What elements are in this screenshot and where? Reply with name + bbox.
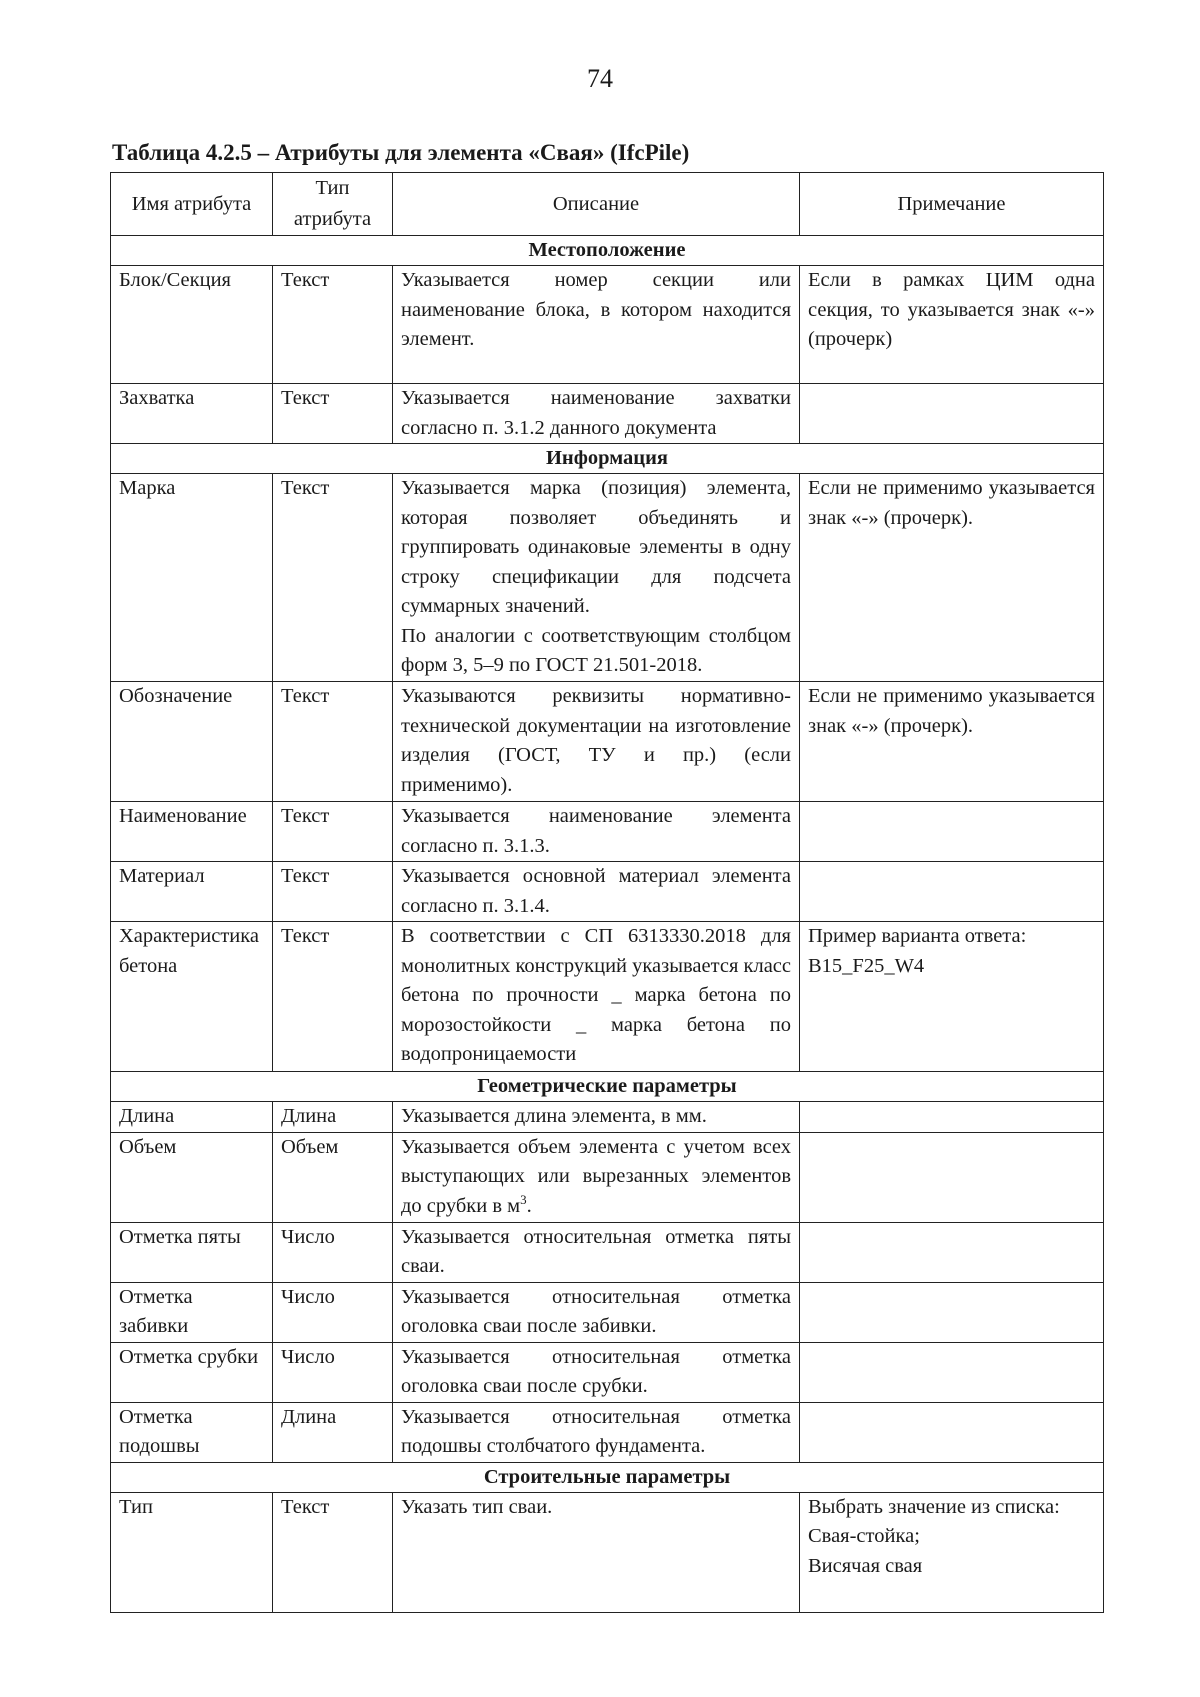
cell-description: Указывается наименование захватки согласно п. 3.1.2 данного документа <box>393 384 800 444</box>
note-line: Пример варианта ответа: <box>808 925 1027 947</box>
table-row <box>111 1402 1104 1462</box>
cell-description: Указывается наименование элемента согласно п. 3.1.3. <box>393 802 800 862</box>
section-geometry: Геометрические параметры <box>111 1072 1104 1102</box>
table-row <box>111 384 1104 444</box>
cell-description <box>393 474 800 682</box>
cell-type: Объем <box>273 1132 393 1222</box>
table-row <box>111 1102 1104 1133</box>
section-row <box>111 444 1104 474</box>
table-row <box>111 1132 1104 1222</box>
cell-type: Число <box>273 1222 393 1282</box>
cell-description: Указывается относительная отметка пяты сваи. <box>393 1222 800 1282</box>
table-caption: Таблица 4.2.5 – Атрибуты для элемента «Свая» (IfcPile) <box>112 140 690 165</box>
cell-name: Отметка срубки <box>111 1342 273 1402</box>
header-description: Описание <box>393 173 800 236</box>
cell-note <box>800 922 1104 1072</box>
section-construction: Строительные параметры <box>111 1462 1104 1492</box>
page-number: 74 <box>587 64 613 93</box>
header-attribute-name: Имя атрибута <box>111 173 273 236</box>
note-line: Выбрать значение из списка: <box>808 1495 1060 1518</box>
cell-type: Текст <box>273 266 393 384</box>
cell-description: Указать тип сваи. <box>393 1492 800 1612</box>
table-header-row <box>111 173 1104 236</box>
cell-type: Число <box>273 1282 393 1342</box>
cell-note <box>800 1402 1104 1462</box>
cell-name: Отметка подошвы <box>111 1402 273 1462</box>
description-paragraph: По аналогии с соответствующим столбцом форм 3, 5–9 по ГОСТ 21.501-2018. <box>401 624 791 676</box>
cell-name: Захватка <box>111 384 273 444</box>
cell-type: Длина <box>273 1102 393 1133</box>
table-row <box>111 1222 1104 1282</box>
cell-note <box>800 802 1104 862</box>
cell-description: Указывается номер секции или наименование блока, в котором находится элемент. <box>393 266 800 384</box>
description-text: Указывается объем элемента с учетом всех выступающих или вырезанных элементов до срубки в м <box>401 1135 791 1217</box>
cell-description: Указывается относительная отметка подошвы столбчатого фундамента. <box>393 1402 800 1462</box>
cell-note: Если не применимо указывается знак «-» (прочерк). <box>800 682 1104 802</box>
cell-type: Текст <box>273 1492 393 1612</box>
cell-name: Наименование <box>111 802 273 862</box>
table-row <box>111 862 1104 922</box>
cell-description: Указывается основной материал элемента согласно п. 3.1.4. <box>393 862 800 922</box>
cell-note <box>800 1222 1104 1282</box>
cell-name: Объем <box>111 1132 273 1222</box>
cell-type: Текст <box>273 802 393 862</box>
table-row <box>111 1282 1104 1342</box>
cell-type: Длина <box>273 1402 393 1462</box>
header-attribute-type: Тип атрибута <box>273 173 393 236</box>
cell-note <box>800 862 1104 922</box>
description-paragraph: Указывается марка (позиция) элемента, которая позволяет объединять и группировать одинаковые элементы в одну строку спецификации для подсчета суммарных значений. <box>401 477 791 617</box>
attributes-table <box>110 172 1104 1613</box>
description-text-end: . <box>526 1194 532 1217</box>
cell-note <box>800 1132 1104 1222</box>
cell-note <box>800 1342 1104 1402</box>
table-row <box>111 1342 1104 1402</box>
table-row <box>111 922 1104 1072</box>
cell-note: Если в рамках ЦИМ одна секция, то указывается знак «-» (прочерк) <box>800 266 1104 384</box>
section-row <box>111 1462 1104 1492</box>
section-location: Местоположение <box>111 236 1104 266</box>
cell-type: Число <box>273 1342 393 1402</box>
table-row <box>111 474 1104 682</box>
cell-name: Обозначение <box>111 682 273 802</box>
section-row <box>111 1072 1104 1102</box>
table-row <box>111 802 1104 862</box>
cell-type: Текст <box>273 384 393 444</box>
cell-note: Если не применимо указывается знак «-» (прочерк). <box>800 474 1104 682</box>
section-information: Информация <box>111 444 1104 474</box>
header-note: Примечание <box>800 173 1104 236</box>
table-row <box>111 682 1104 802</box>
cell-description <box>393 1132 800 1222</box>
note-line: Свая-стойка; <box>808 1525 920 1547</box>
cell-name: Марка <box>111 474 273 682</box>
superscript: 3 <box>520 1191 527 1207</box>
cell-name: Отметка забивки <box>111 1282 273 1342</box>
cell-type: Текст <box>273 922 393 1072</box>
cell-name: Тип <box>111 1492 273 1612</box>
cell-description: Указывается относительная отметка оголовка сваи после срубки. <box>393 1342 800 1402</box>
cell-type: Текст <box>273 474 393 682</box>
section-row <box>111 236 1104 266</box>
note-line: Висячая свая <box>808 1554 923 1577</box>
cell-note <box>800 1492 1104 1612</box>
cell-name: Материал <box>111 862 273 922</box>
cell-note <box>800 1102 1104 1133</box>
cell-type: Текст <box>273 862 393 922</box>
note-line: B15_F25_W4 <box>808 954 925 977</box>
cell-description: Указывается длина элемента, в мм. <box>393 1102 800 1133</box>
cell-description: Указываются реквизиты нормативно-технической документации на изготовление изделия (ГОСТ, ТУ и пр.) (если применимо). <box>393 682 800 802</box>
cell-note <box>800 384 1104 444</box>
cell-name: Блок/Секция <box>111 266 273 384</box>
cell-name: Отметка пяты <box>111 1222 273 1282</box>
cell-description: В соответствии с СП 6313330.2018 для монолитных конструкций указывается класс бетона по прочности _ марка бетона по морозостойкости _ марка бетона по водопроницаемости <box>393 922 800 1072</box>
cell-name: Характеристика бетона <box>111 922 273 1072</box>
cell-note <box>800 1282 1104 1342</box>
table-row <box>111 266 1104 384</box>
table-row <box>111 1492 1104 1612</box>
cell-name: Длина <box>111 1102 273 1133</box>
cell-description: Указывается относительная отметка оголовка сваи после забивки. <box>393 1282 800 1342</box>
cell-type: Текст <box>273 682 393 802</box>
